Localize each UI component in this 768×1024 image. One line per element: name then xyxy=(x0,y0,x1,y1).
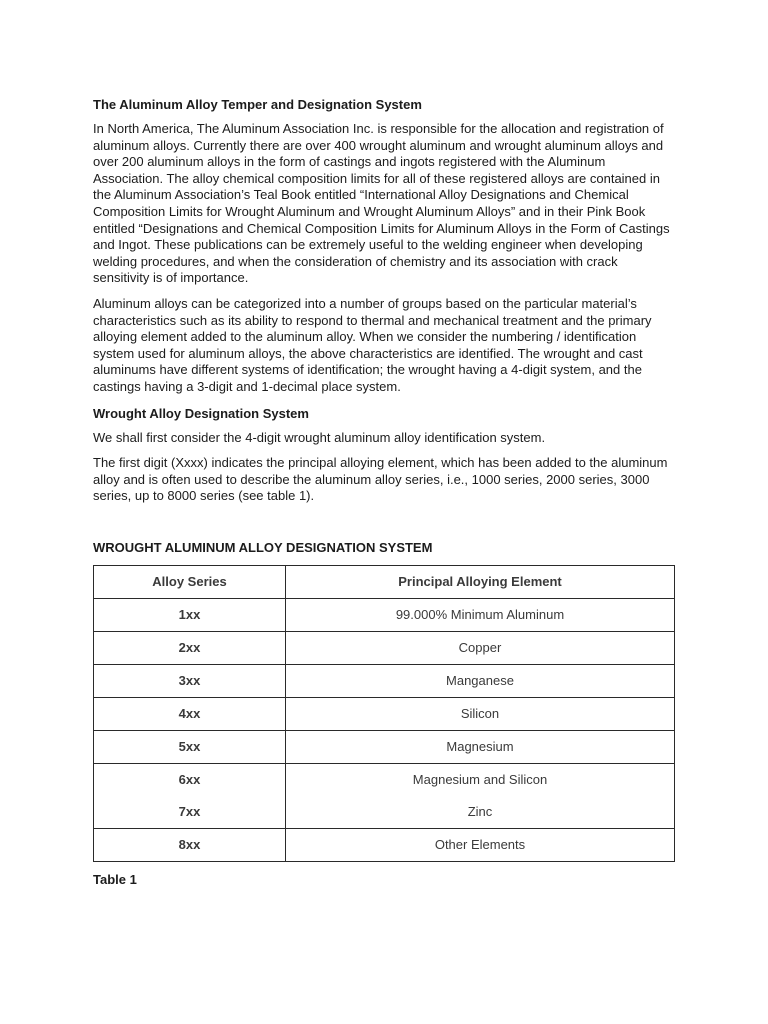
alloying-element-cell: Copper xyxy=(286,631,675,664)
alloy-series-cell: 4xx xyxy=(94,697,286,730)
alloying-element-cell: Magnesium and Silicon xyxy=(286,763,675,796)
alloying-element-cell: Zinc xyxy=(286,796,675,829)
alloy-series-cell: 6xx xyxy=(94,763,286,796)
table-row xyxy=(94,631,675,664)
paragraph-first-digit: The first digit (Xxxx) indicates the principal alloying element, which has been added to the aluminum alloy and is often used to describe the aluminum alloy series, i.e., 1000 series, 2000 series, 3000 series, up to 8000 series (see table 1). xyxy=(93,455,668,504)
alloy-series-cell: 1xx xyxy=(94,598,286,631)
table-header-row xyxy=(94,565,675,598)
header-principal-element: Principal Alloying Element xyxy=(286,565,675,598)
alloy-series-cell: 3xx xyxy=(94,664,286,697)
table-row xyxy=(94,730,675,763)
document-page xyxy=(93,96,677,888)
alloy-series-cell: 2xx xyxy=(94,631,286,664)
table-caption: Table 1 xyxy=(93,871,137,887)
alloying-element-cell: Other Elements xyxy=(286,828,675,861)
alloying-element-cell: Magnesium xyxy=(286,730,675,763)
section-heading-wrought: Wrought Alloy Designation System xyxy=(93,405,309,421)
alloying-element-cell: Silicon xyxy=(286,697,675,730)
alloy-series-cell: 5xx xyxy=(94,730,286,763)
table-row xyxy=(94,796,675,829)
header-alloy-series: Alloy Series xyxy=(94,565,286,598)
table-title: WROUGHT ALUMINUM ALLOY DESIGNATION SYSTEM xyxy=(93,539,433,555)
table-row xyxy=(94,763,675,796)
alloy-series-cell: 7xx xyxy=(94,796,286,829)
table-row xyxy=(94,598,675,631)
paragraph-registration: In North America, The Aluminum Association Inc. is responsible for the allocation and registration of aluminum alloys. Currently there are over 400 wrought aluminum and wrought aluminum alloys and over 200 aluminum alloys in the form of castings and ingots registered with the Aluminum Association. The alloy chemical composition limits for all of these registered alloys are contained in the Aluminum Association’s Teal Book entitled “International Alloy Designations and Chemical Composition Limits for Wrought Aluminum and Wrought Aluminum Alloys” and in their Pink Book entitled “Designations and Chemical Composition Limits for Aluminum Alloys in the Form of Castings and Ingot. These publications can be extremely useful to the welding engineer when developing welding procedures, and when the consideration of chemistry and its association with crack sensitivity is of importance. xyxy=(93,121,670,286)
paragraph-four-digit: We shall first consider the 4-digit wrought aluminum alloy identification system. xyxy=(93,429,546,445)
table-row xyxy=(94,828,675,861)
alloy-series-cell: 8xx xyxy=(94,828,286,861)
alloying-element-cell: 99.000% Minimum Aluminum xyxy=(286,598,675,631)
paragraph-categorization: Aluminum alloys can be categorized into a number of groups based on the particular material’s characteristics such as its ability to respond to thermal and mechanical treatment and the primary alloying element added to the aluminum alloy. When we consider the numbering / identification system used for aluminum alloys, the above characteristics are identified. The wrought and cast aluminums have different systems of identification; the wrought having a 4-digit system, and the castings having a 3-digit and 1-decimal place system. xyxy=(93,295,652,394)
table-row xyxy=(94,697,675,730)
alloying-element-cell: Manganese xyxy=(286,664,675,697)
table-row xyxy=(94,664,675,697)
document-title: The Aluminum Alloy Temper and Designation System xyxy=(93,97,422,112)
alloy-designation-table xyxy=(93,565,675,862)
